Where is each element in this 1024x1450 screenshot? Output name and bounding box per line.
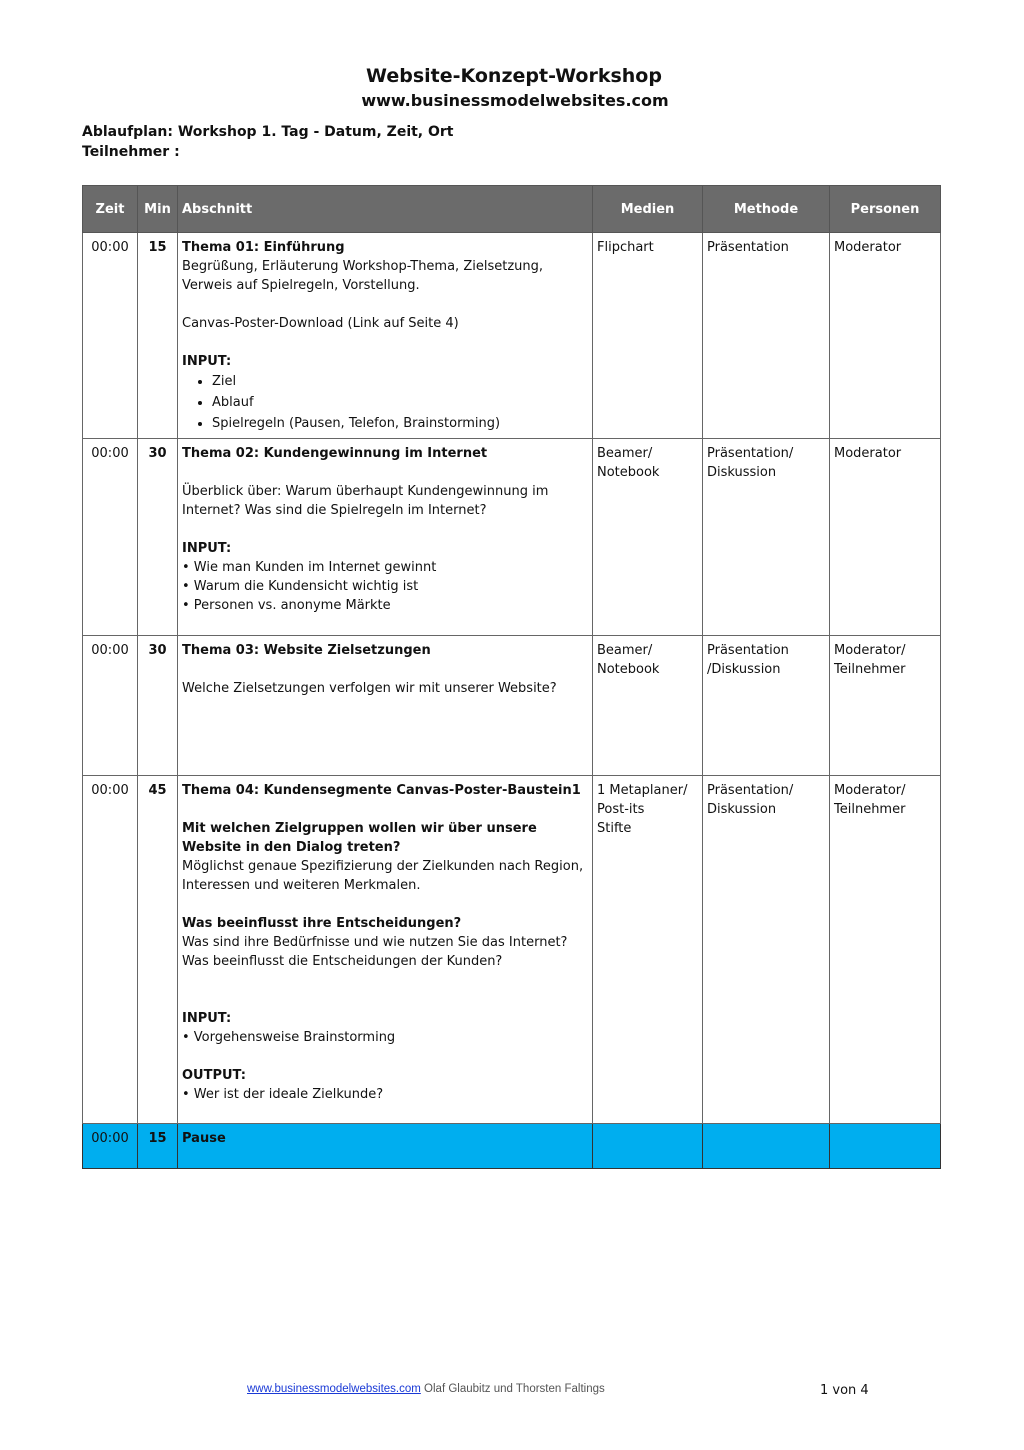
medien-line: Notebook <box>597 465 660 480</box>
cell-min: 30 <box>138 439 178 636</box>
medien-line: 1 Metaplaner/ <box>597 783 688 798</box>
topic-text: Begrüßung, Erläuterung Workshop-Thema, Zielsetzung, Verweis auf Spielregeln, Vorstellung. <box>182 259 544 293</box>
personen-line: Teilnehmer <box>834 662 906 677</box>
topic-title: Thema 03: Website Zielsetzungen <box>182 643 431 658</box>
cell-abschnitt <box>178 439 593 636</box>
topic-text: Was beeinflusst die Entscheidungen der Kunden? <box>182 954 503 969</box>
cell-min: 30 <box>138 636 178 776</box>
medien-line: Notebook <box>597 662 660 677</box>
table-row <box>83 233 941 439</box>
methode-line: Präsentation <box>707 643 789 658</box>
table-row <box>83 439 941 636</box>
cell-methode <box>703 776 830 1124</box>
list-item: • Spielregeln (Pausen, Telefon, Brainstorming) <box>212 413 588 434</box>
medien-line: Beamer/ <box>597 643 653 658</box>
cell-personen <box>830 1124 941 1169</box>
schedule-table <box>82 185 941 1169</box>
medien-line: Post-its <box>597 802 645 817</box>
list-item: • Wer ist der ideale Zielkunde? <box>182 1087 384 1102</box>
topic-text: Was sind ihre Bedürfnisse und wie nutzen Sie das Internet? <box>182 935 568 950</box>
header-min: Min <box>138 186 178 233</box>
cell-abschnitt <box>178 233 593 439</box>
list-item: • Ablauf <box>212 392 588 413</box>
list-item: • Ziel <box>212 371 588 392</box>
table-row <box>83 636 941 776</box>
output-label: OUTPUT: <box>182 1068 246 1083</box>
methode-line: Präsentation/ <box>707 783 794 798</box>
table-row <box>83 776 941 1124</box>
cell-personen <box>830 636 941 776</box>
list-item: • Wie man Kunden im Internet gewinnt <box>182 560 437 575</box>
topic-text: Welche Zielsetzungen verfolgen wir mit unserer Website? <box>182 681 557 696</box>
header-medien: Medien <box>593 186 703 233</box>
footer-link[interactable]: www.businessmodelwebsites.com <box>247 1383 421 1395</box>
participants-line: Teilnehmer : <box>82 144 180 160</box>
question-text: Was beeinflusst ihre Entscheidungen? <box>182 916 462 931</box>
topic-title: Pause <box>182 1131 226 1146</box>
cell-min: 15 <box>138 1124 178 1169</box>
input-list <box>182 371 588 434</box>
document-title: Website-Konzept-Workshop <box>366 65 662 87</box>
plan-meta <box>82 122 454 162</box>
topic-text: Möglichst genaue Spezifizierung der Zielkunden nach Region, Interessen und weiteren Merkmalen. <box>182 859 584 893</box>
methode-line: Präsentation/ <box>707 446 794 461</box>
pause-row <box>83 1124 941 1169</box>
cell-zeit: 00:00 <box>83 776 138 1124</box>
header-personen: Personen <box>830 186 941 233</box>
cell-medien: Flipchart <box>593 233 703 439</box>
methode-line: Diskussion <box>707 465 777 480</box>
cell-medien <box>593 1124 703 1169</box>
question-text: Mit welchen Zielgruppen wollen wir über unsere Website in den Dialog treten? <box>182 821 537 855</box>
methode-line: Diskussion <box>707 802 777 817</box>
cell-methode: Präsentation <box>703 233 830 439</box>
document-header <box>0 62 1024 112</box>
header-methode: Methode <box>703 186 830 233</box>
list-item: • Warum die Kundensicht wichtig ist <box>182 579 419 594</box>
table-header-row <box>83 186 941 233</box>
input-label: INPUT: <box>182 354 232 369</box>
cell-zeit: 00:00 <box>83 1124 138 1169</box>
personen-line: Moderator/ <box>834 643 906 658</box>
topic-title: Thema 04: Kundensegmente Canvas-Poster-Baustein1 <box>182 783 581 798</box>
cell-methode <box>703 636 830 776</box>
cell-medien <box>593 776 703 1124</box>
personen-line: Moderator/ <box>834 783 906 798</box>
input-label: INPUT: <box>182 1011 232 1026</box>
header-abschnitt: Abschnitt <box>178 186 593 233</box>
cell-zeit: 00:00 <box>83 636 138 776</box>
plan-line: Ablaufplan: Workshop 1. Tag - Datum, Zeit, Ort <box>82 124 454 140</box>
cell-abschnitt <box>178 1124 593 1169</box>
input-label: INPUT: <box>182 541 232 556</box>
topic-text: Überblick über: Warum überhaupt Kundengewinnung im Internet? Was sind die Spielregeln im Internet? <box>182 484 549 518</box>
cell-personen <box>830 776 941 1124</box>
header-zeit: Zeit <box>83 186 138 233</box>
page-number: 1 von 4 <box>820 1383 869 1398</box>
cell-personen: Moderator <box>830 439 941 636</box>
methode-line: /Diskussion <box>707 662 781 677</box>
cell-zeit: 00:00 <box>83 439 138 636</box>
cell-medien <box>593 636 703 776</box>
personen-line: Teilnehmer <box>834 802 906 817</box>
cell-abschnitt <box>178 636 593 776</box>
cell-abschnitt <box>178 776 593 1124</box>
cell-personen: Moderator <box>830 233 941 439</box>
cell-min: 15 <box>138 233 178 439</box>
document-url: www.businessmodelwebsites.com <box>361 91 669 110</box>
cell-zeit: 00:00 <box>83 233 138 439</box>
topic-title: Thema 02: Kundengewinnung im Internet <box>182 446 488 461</box>
list-item: • Vorgehensweise Brainstorming <box>182 1030 396 1045</box>
footer-credits <box>247 1383 605 1395</box>
cell-min: 45 <box>138 776 178 1124</box>
medien-line: Stifte <box>597 821 632 836</box>
cell-methode <box>703 1124 830 1169</box>
topic-text: Canvas-Poster-Download (Link auf Seite 4) <box>182 316 459 331</box>
cell-medien <box>593 439 703 636</box>
list-item: • Personen vs. anonyme Märkte <box>182 598 391 613</box>
cell-methode <box>703 439 830 636</box>
topic-title: Thema 01: Einführung <box>182 240 345 255</box>
medien-line: Beamer/ <box>597 446 653 461</box>
footer-authors: Olaf Glaubitz und Thorsten Faltings <box>420 1383 605 1395</box>
